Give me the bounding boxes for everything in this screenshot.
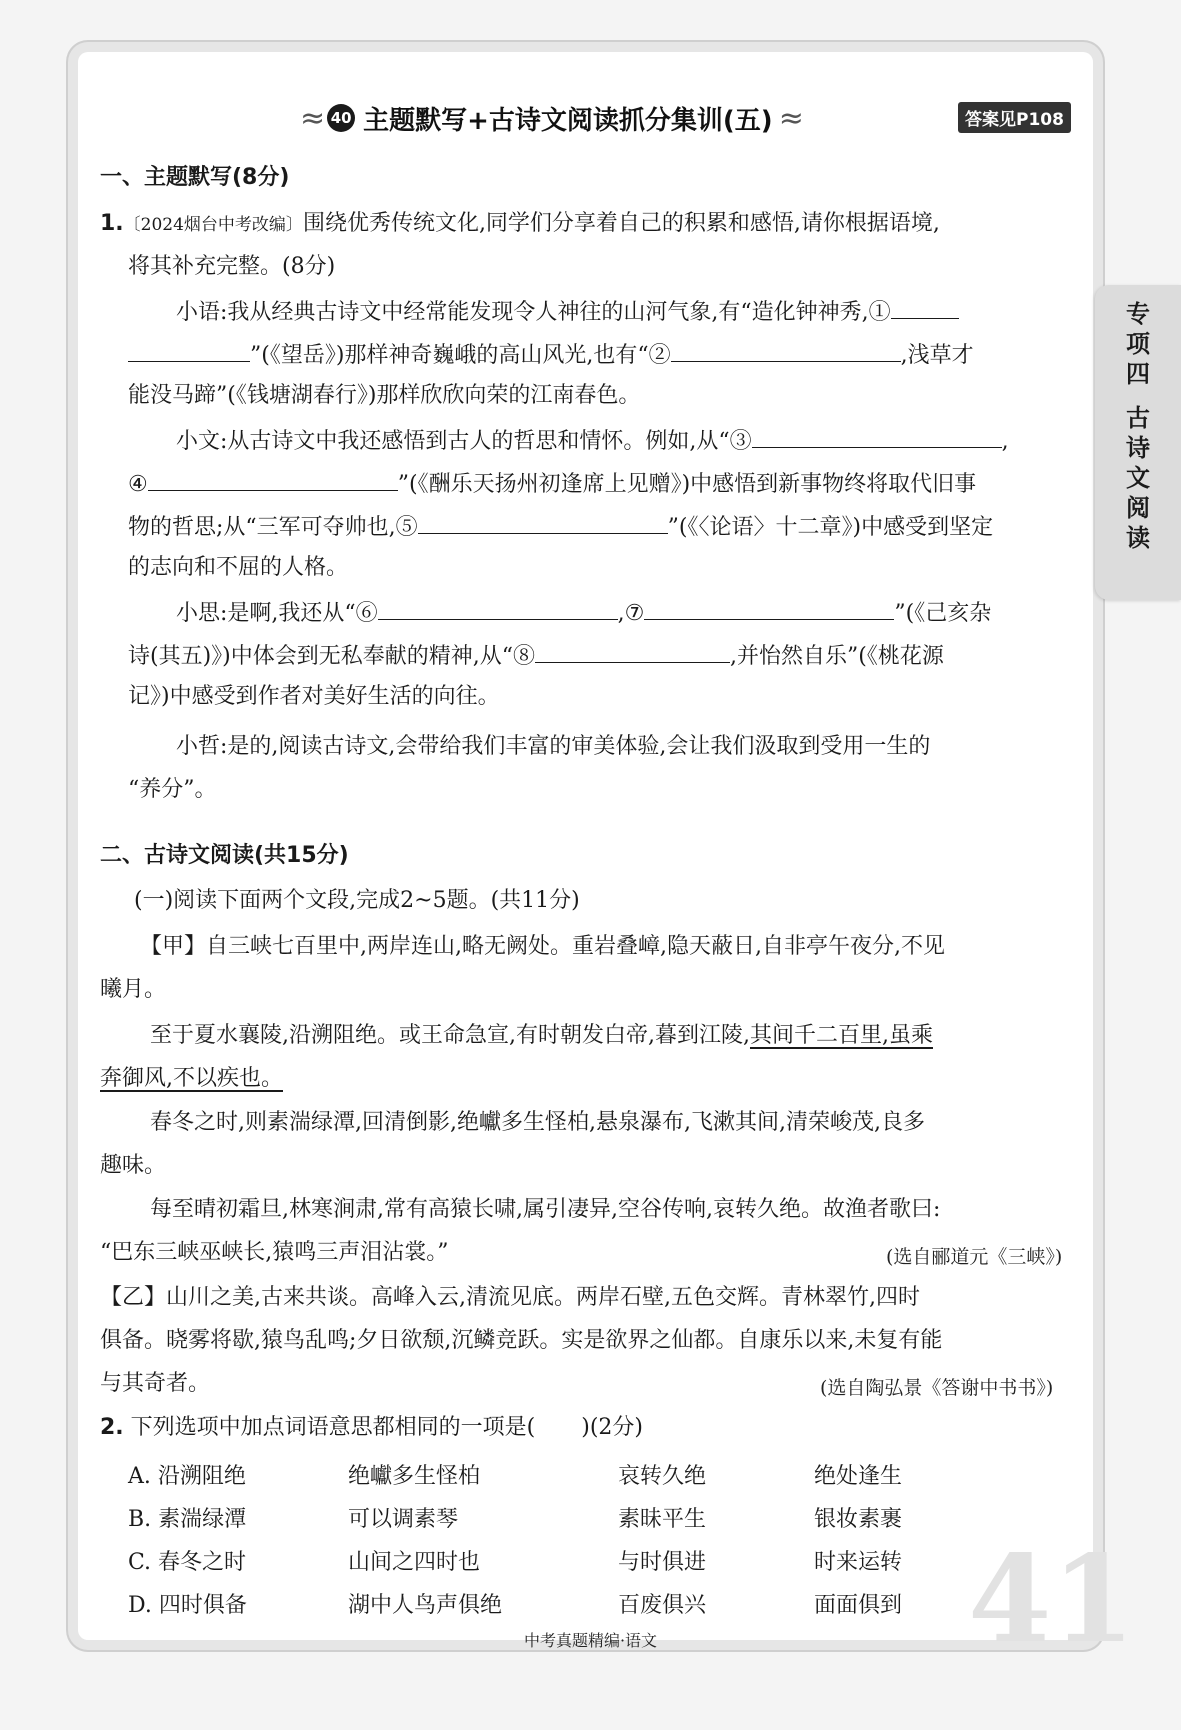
passage-jia-line: 曦月。 [100, 977, 167, 1002]
passage-text: 至于夏水襄陵,沿溯阻绝。或王命急宣,有时朝发白帝,暮到江陵, [150, 1023, 750, 1048]
section-heading: 二、古诗文阅读(共15分) [100, 843, 349, 868]
passage-jia-line: 趣味。 [100, 1153, 167, 1178]
question-stem: 围绕优秀传统文化,同学们分享着自己的积累和感悟,请你根据语境, [302, 211, 940, 236]
question-number: 2. [100, 1415, 124, 1440]
paragraph-text: 物的哲思;从“三军可夺帅也,⑤ [128, 515, 418, 540]
side-tab [1095, 285, 1181, 600]
passage-source: (选自陶弘景《答谢中书书》) [820, 1377, 1054, 1399]
fill-blank-1[interactable] [891, 296, 959, 319]
option-phrase: 四时俱备 [158, 1593, 247, 1618]
passage-yi-line: 【乙】山川之美,古来共谈。高峰入云,清流见底。两岸石壁,五色交辉。青林翠竹,四时 [100, 1285, 920, 1310]
option-phrase: 沿溯阻绝 [157, 1464, 246, 1489]
question-stem: )(2分) [581, 1415, 644, 1440]
question-stem: 下列选项中加点词语意思都相同的一项是( [130, 1415, 536, 1440]
paragraph-line: 能没马蹄”(《钱塘湖春行》)那样欣欣向荣的江南春色。 [128, 383, 641, 408]
side-tab-char: 诗 [1126, 434, 1150, 462]
fill-blank-3[interactable] [752, 425, 1002, 448]
side-tab-label [1095, 299, 1181, 553]
fill-blank-6[interactable] [378, 597, 618, 620]
side-tab-char: 文 [1126, 464, 1150, 492]
option-phrase: 素湍绿潭 [158, 1507, 247, 1532]
paragraph-text: ”(《酬乐天扬州初逢席上见赠》)中感悟到新事物终将取代旧事 [397, 472, 977, 497]
paragraph-text: ,并怡然自乐”(《桃花源 [730, 644, 944, 669]
wave-left-icon: ≈ [300, 100, 322, 136]
section-heading: 一、主题默写(8分) [100, 165, 290, 190]
option-phrase: 山间之四时也 [348, 1550, 481, 1575]
option-phrase: 与时俱进 [618, 1550, 707, 1575]
passage-jia-line: 【甲】自三峡七百里中,两岸连山,略无阙处。重岩叠嶂,隐天蔽日,自非亭午夜分,不见 [140, 934, 945, 959]
paragraph-line [176, 296, 959, 327]
paragraph-line [128, 511, 993, 542]
answer-reference-badge: 答案见P108 [958, 102, 1071, 133]
fill-blank-4[interactable] [148, 468, 398, 491]
side-tab-char: 读 [1126, 524, 1150, 552]
side-tab-char: 项 [1126, 330, 1150, 358]
paragraph-text: ”(《望岳》)那样神奇巍峨的高山风光,也有“② [250, 343, 671, 368]
question-2-stem [100, 1414, 643, 1442]
option-phrase: 银妆素裹 [814, 1507, 903, 1532]
lesson-number-badge: 40 [327, 104, 355, 132]
fill-blank-1-cont[interactable] [128, 339, 250, 362]
option-phrase: 百废俱兴 [618, 1593, 707, 1618]
passage-jia-line: 每至晴初霜旦,林寒涧肃,常有高猿长啸,属引凄异,空谷传响,哀转久绝。故渔者歌曰: [150, 1197, 941, 1222]
paragraph-text: 小思:是啊,我还从“⑥ [176, 601, 378, 626]
option-phrase: 素昧平生 [618, 1507, 707, 1532]
paragraph-line [128, 640, 944, 671]
option-phrase: 春冬之时 [158, 1550, 247, 1575]
underlined-sentence: 奔御风,不以疾也。 [100, 1066, 283, 1091]
passage-jia-line [100, 1065, 283, 1093]
paragraph-text: ④ [128, 472, 148, 497]
paragraph-line: 的志向和不屈的人格。 [128, 555, 349, 580]
option-phrase: 湖中人鸟声俱绝 [348, 1593, 503, 1618]
page-header [300, 98, 800, 138]
fill-blank-8[interactable] [535, 640, 730, 663]
paragraph-line: “养分”。 [128, 777, 217, 802]
paragraph-line [128, 339, 974, 370]
passage-source: (选自郦道元《三峡》) [886, 1246, 1063, 1268]
page-number: 41 [968, 1529, 1135, 1670]
paragraph-text: , [1001, 429, 1009, 454]
paragraph-text: ,浅草才 [900, 343, 974, 368]
paragraph-text: 诗(其五)》)中体会到无私奉献的精神,从“⑧ [128, 644, 535, 669]
paragraph-line [176, 597, 991, 628]
option-label: B. [128, 1507, 152, 1532]
paragraph-line: 小哲:是的,阅读古诗文,会带给我们丰富的审美体验,会让我们汲取到受用一生的 [176, 734, 931, 759]
page-footer: 中考真题精编·语文 [523, 1631, 658, 1650]
question-1-line-1 [100, 210, 940, 239]
paragraph-text: ”(《己亥杂 [894, 601, 992, 626]
question-source: 〔2024烟台中考改编〕 [123, 215, 303, 235]
paragraph-text: 小语:我从经典古诗文中经常能发现令人神往的山河气象,有“造化钟神秀,① [176, 300, 891, 325]
fill-blank-5[interactable] [418, 511, 668, 534]
option-phrase: 时来运转 [814, 1550, 903, 1575]
passage-yi-line: 俱备。晓雾将歇,猿鸟乱鸣;夕日欲颓,沉鳞竞跃。实是欲界之仙都。自康乐以来,未复有能 [100, 1328, 943, 1353]
side-tab-char: 四 [1126, 360, 1150, 388]
option-label: A. [128, 1464, 151, 1489]
option-phrase: 面面俱到 [814, 1593, 903, 1618]
reading-instructions: (一)阅读下面两个文段,完成2~5题。(共11分) [134, 888, 580, 913]
paragraph-line [128, 468, 976, 499]
paragraph-text: ”(《〈论语〉十二章》)中感受到坚定 [667, 515, 994, 540]
question-number: 1. [100, 211, 124, 236]
page-title: 主题默写+古诗文阅读抓分集训(五) [363, 105, 773, 136]
side-tab-char: 古 [1126, 404, 1150, 432]
fill-blank-7[interactable] [644, 597, 894, 620]
passage-jia-line [150, 1022, 933, 1050]
side-tab-char: 专 [1126, 300, 1150, 328]
fill-blank-2[interactable] [671, 339, 901, 362]
wave-right-icon: ≈ [778, 100, 800, 136]
passage-yi-line: 与其奇者。 [100, 1371, 211, 1396]
option-phrase: 哀转久绝 [618, 1464, 707, 1489]
passage-jia-line: “巴东三峡巫峡长,猿鸣三声泪沾裳。” [100, 1240, 449, 1265]
option-phrase: 绝处逢生 [814, 1464, 903, 1489]
paragraph-text: ,⑦ [617, 601, 645, 626]
paragraph-line [176, 425, 1009, 456]
underlined-sentence: 其间千二百里,虽乘 [749, 1023, 933, 1048]
paragraph-text: 小文:从古诗文中我还感悟到古人的哲思和情怀。例如,从“③ [176, 429, 752, 454]
option-phrase: 绝巘多生怪柏 [348, 1464, 481, 1489]
side-tab-char: 阅 [1126, 494, 1150, 522]
paragraph-line: 记》)中感受到作者对美好生活的向往。 [128, 684, 500, 709]
passage-jia-line: 春冬之时,则素湍绿潭,回清倒影,绝巘多生怪柏,悬泉瀑布,飞漱其间,清荣峻茂,良多 [150, 1110, 925, 1135]
option-label: D. [128, 1593, 152, 1618]
option-label: C. [128, 1550, 152, 1575]
option-phrase: 可以调素琴 [348, 1507, 459, 1532]
question-1-line-2: 将其补充完整。(8分) [128, 254, 336, 279]
